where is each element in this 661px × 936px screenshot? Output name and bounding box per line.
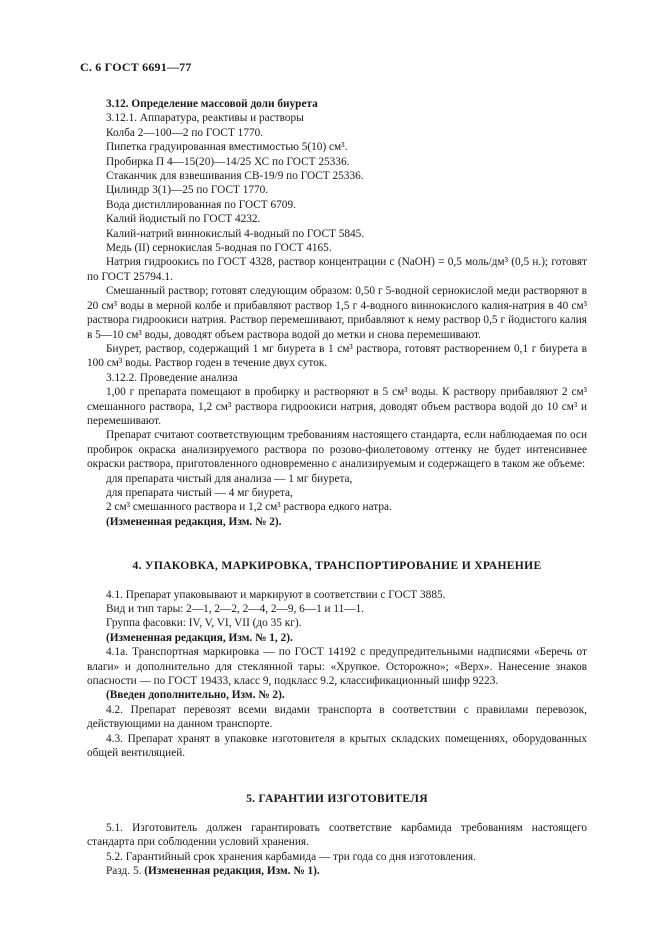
conformity-paragraph: Препарат считают соответствующим требованиям настоящего стандарта, если наблюдаемая по оси пробирок окраска анализируемого раствора по розово-фиолетовому оттенку не будет интенсивнее окраски раствора, приготовленного одновременно с анализируемым и содержащего в таком же объеме: — [87, 429, 587, 471]
amendment-note: (Измененная редакция, Изм. № 1, 2). — [106, 631, 293, 644]
paragraph-4-1a: 4.1а. Транспортная маркировка — по ГОСТ 14192 с предупредительными надписями «Беречь от влаги» и дополнительно для стеклянной тары: «Хрупкое. Осторожно»; «Верх». Нанесение знаков опасности — по ГОСТ 19433, класс 9, подкласс 9.2, классификационный шифр 9223. — [87, 646, 587, 688]
mixed-solution-paragraph: Смешанный раствор; готовят следующим образом: 0,50 г 5-водной сернокислой меди растворяют в 20 см³ воды в мерной колбе и прибавляют раствор 1,5 г 4-водного виннокислого калия-натрия в 40 см³ раствора гидроокиси натрия. Раствор перемешивают, прибавляют к нему раствор 0,5 г йодистого калия в 5—10 см³ воды, доводят объем раствора водой до метки и снова перемешивают. — [87, 285, 587, 341]
naoh-paragraph: Натрия гидроокись по ГОСТ 4328, раствор концентрации c (NaOH) = 0,5 моль/дм³ (0,5 н.); готовят по ГОСТ 25794.1. — [87, 256, 587, 283]
amendment-note: (Измененная редакция, Изм. № 1). — [144, 865, 320, 878]
section-4-heading: 4. УПАКОВКА, МАРКИРОВКА, ТРАНСПОРТИРОВАНИЕ И ХРАНЕНИЕ — [132, 559, 542, 573]
equipment-item: Пробирка П 4—15(20)—14/25 ХС по ГОСТ 25336. — [106, 155, 350, 168]
reagent-item: Калий йодистый по ГОСТ 4232. — [106, 213, 261, 226]
equipment-item: Пипетка градуированная вместимостью 5(10) см³. — [106, 141, 348, 154]
paragraph-4-3: 4.3. Препарат хранят в упаковке изготовителя в крытых складских помещениях, оборудованных общей вентиляцией. — [87, 732, 587, 760]
packing-group: Группа фасовки: IV, V, VI, VII (до 35 кг). — [106, 617, 302, 630]
paragraph-4-2: 4.2. Препарат перевозят всеми видами транспорта в соответствии с правилами перевозок, действующими на данном транспорте. — [87, 703, 587, 731]
subsection-3-12-1: 3.12.1. Аппаратура, реактивы и растворы — [106, 112, 304, 125]
equipment-item: Цилиндр 3(1)—25 по ГОСТ 1770. — [106, 184, 269, 197]
reagent-item: Медь (II) сернокислая 5-водная по ГОСТ 4165. — [106, 242, 332, 255]
analysis-paragraph: 1,00 г препарата помещают в пробирку и растворяют в 5 см³ воды. К раствору прибавляют 2 см³ смешанного раствора, 1,2 см³ раствора гидроокиси натрия, доводят объем раствора водой до 10 см³ и перемешивают. — [87, 386, 587, 427]
subsection-3-12-2: 3.12.2. Проведение анализа — [106, 371, 238, 384]
equipment-item: Колба 2—100—2 по ГОСТ 1770. — [106, 126, 264, 139]
paragraph-5-1: 5.1. Изготовитель должен гарантировать соответствие карбамида требованиям настоящего стандарта при соблюдении условий хранения. — [87, 821, 587, 849]
section-3-12-title: 3.12. Определение массовой доли биурета — [106, 98, 318, 110]
page-header: С. 6 ГОСТ 6691—77 — [80, 60, 192, 74]
section-ref: Разд. 5. — [106, 865, 142, 878]
list-item: для препарата чистый — 4 мг биурета, — [106, 486, 293, 499]
reagent-item: Калий-натрий виннокислый 4-водный по ГОСТ 5845. — [106, 227, 365, 240]
amendment-note: (Измененная редакция, Изм. № 2). — [106, 515, 282, 528]
amendment-note: (Введен дополнительно, Изм. № 2). — [106, 689, 285, 702]
document-body — [87, 97, 587, 879]
section-5-amendment — [87, 864, 587, 878]
list-item: для препарата чистый для анализа — 1 мг биурета, — [106, 472, 353, 485]
reagent-item: Вода дистиллированная по ГОСТ 6709. — [106, 198, 296, 211]
list-item: 2 см³ смешанного раствора и 1,2 см³ раствора едкого натра. — [106, 501, 392, 514]
paragraph-4-1: 4.1. Препарат упаковывают и маркируют в соответствии с ГОСТ 3885. — [106, 588, 446, 601]
equipment-item: Стаканчик для взвешивания СВ-19/9 по ГОСТ 25336. — [106, 170, 364, 183]
section-5-heading: 5. ГАРАНТИИ ИЗГОТОВИТЕЛЯ — [246, 792, 428, 806]
container-types: Вид и тип тары: 2—1, 2—2, 2—4, 2—9, 6—1 и 11—1. — [106, 603, 365, 615]
biuret-solution-paragraph: Биурет, раствор, содержащий 1 мг биурета в 1 см³ раствора, готовят растворением 0,1 г биурета в 100 см³ воды. Раствор годен в течение двух суток. — [87, 342, 587, 370]
paragraph-5-2: 5.2. Гарантийный срок хранения карбамида — три года со дня изготовления. — [106, 850, 476, 863]
